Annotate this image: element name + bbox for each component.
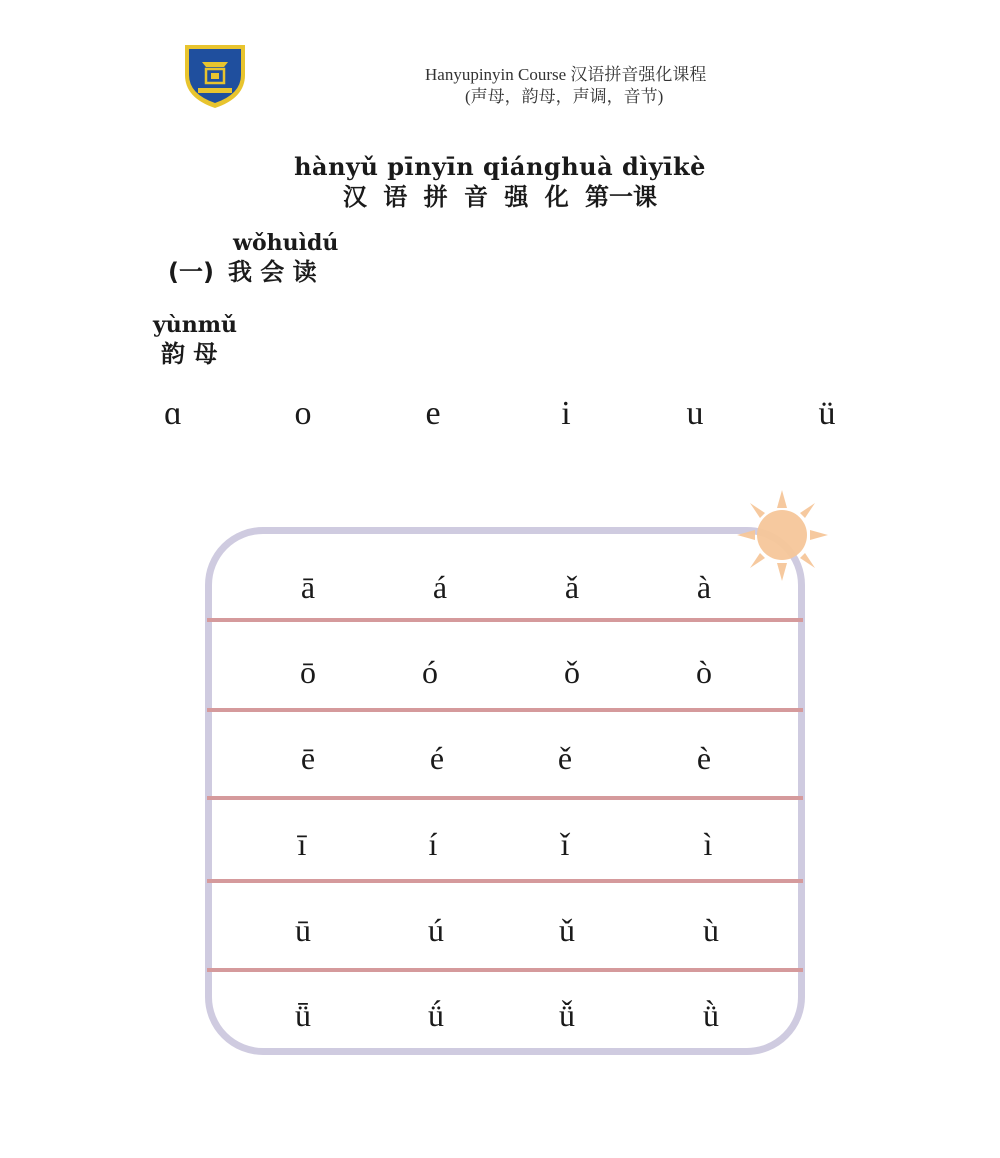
tone-cell: ē [300,740,316,776]
course-subtitle: (声母，韵母，声调，音节) [465,87,664,106]
row-divider [207,968,803,972]
tone-row-a [212,569,798,649]
lesson-title [0,152,1000,212]
subsection-pinyin: yùnmǔ [153,312,238,338]
tone-cell: ī [297,826,307,862]
vowel-i: i [561,395,571,432]
tone-cell: ō [300,654,316,690]
lesson-title-hanzi: 汉 语 拼 音 强 化 第一课 [342,183,658,211]
subsection-hanzi: 韵 母 [161,340,218,368]
tone-cell: ě [557,740,573,776]
tone-cell: è [696,740,712,776]
row-divider [207,618,803,622]
tone-cell: ǒ [564,654,580,690]
tone-cell: é [429,740,445,776]
tone-cell: ò [696,654,712,690]
tone-cell: í [428,826,438,862]
tone-cell: à [696,569,712,605]
vowel-list [0,395,1000,435]
vowel-u: u [686,395,704,432]
vowel-a: ɑ [164,395,182,432]
tone-cell: ǐ [560,826,570,862]
tone-cell: ǖ [295,997,311,1033]
tone-row-e [212,740,798,820]
school-crest-logo [180,40,250,110]
tone-cell: ū [295,912,311,948]
tone-row-o [212,654,798,734]
section-pinyin: wǒhuìdú [233,230,339,256]
section-hanzi: 我 会 读 [227,258,317,286]
tone-cell: ā [300,569,316,605]
tone-cell: á [432,569,448,605]
tone-cell: ǔ [559,912,575,948]
course-header [425,64,706,108]
row-divider [207,708,803,712]
tone-cell: ǘ [428,997,444,1033]
tone-cell: ú [428,912,444,948]
course-name: Hanyupinyin Course 汉语拼音强化课程 [425,65,707,84]
tone-row-i [212,826,798,906]
tone-row-u [212,912,798,992]
tone-cell: ù [703,912,719,948]
tone-cell: ó [422,654,438,690]
tone-cell: ì [703,826,713,862]
vowel-o: o [294,395,312,432]
tone-cell: ǎ [564,569,580,605]
vowel-v: ü [818,395,836,432]
section-heading [168,230,338,287]
tone-table [205,527,805,1055]
row-divider [207,796,803,800]
lesson-title-pinyin: hànyǔ pīnyīn qiánghuà dìyīkè [294,152,706,181]
vowel-e: e [425,395,441,432]
tone-row-v [212,997,798,1077]
subsection-heading [153,312,237,369]
tone-cell: ǜ [703,997,719,1033]
section-number: (一) [168,258,214,286]
tone-cell: ǚ [559,997,575,1033]
row-divider [207,879,803,883]
sun-icon [735,488,830,583]
